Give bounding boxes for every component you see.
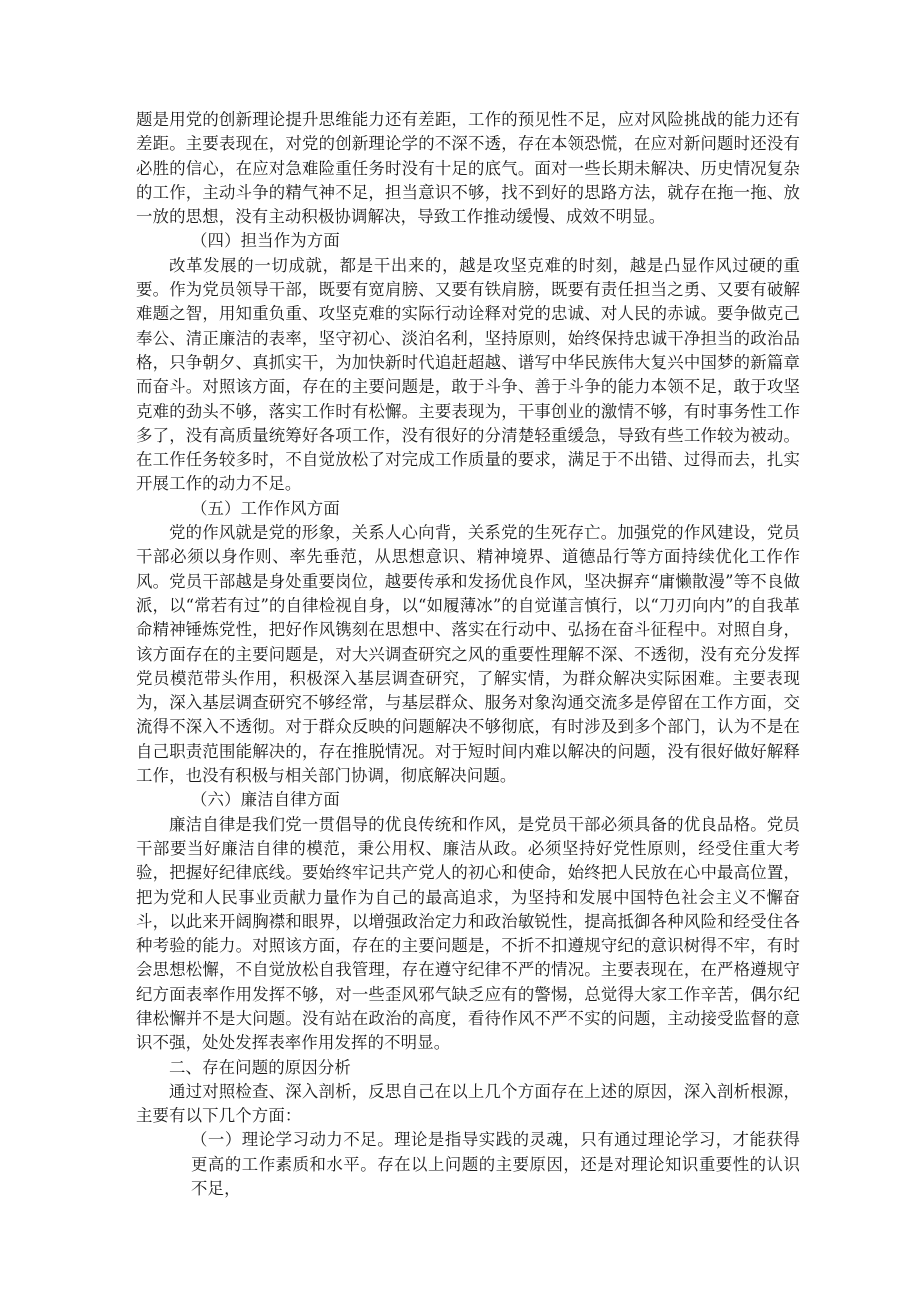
paragraph-section-6: 廉洁自律是我们党一贯倡导的优良传统和作风，是党员干部必须具备的优良品格。党员干部要当好廉洁自律的模范，秉公用权、廉洁从政。必须坚持好党性原则，经受住重大考验，把握好纪律底线。要始终牢记共产党人的初心和使命，始终把人民放在心中最高位置，把为党和人民事业贡献力量作为自己的最高追求，为坚持和发展中国特色社会主义不懈奋斗，以此来开阔胸襟和眼界，以增强政治定力和政治敏锐性，提高抵御各种风险和经受住各种考验的能力。对照该方面，存在的主要问题是，不折不扣遵规守纪的意识树得不牢，有时会思想松懈，不自觉放松自我管理，存在遵守纪律不严的情况。主要表现在，在严格遵规守纪方面表率作用发挥不够，对一些歪风邪气缺乏应有的警惕，总觉得大家工作辛苦，偶尔纪律松懈并不是大问题。没有站在政治的高度，看待作风不严不实的问题，主动接受监督的意识不强，处处发挥表率作用发挥的不明显。 xyxy=(136,814,800,1053)
paragraph-section-5: 党的作风就是党的形象，关系人心向背，关系党的生死存亡。加强党的作风建设，党员干部必须以身作则、率先垂范，从思想意识、精神境界、道德品行等方面持续优化工作作风。党员干部越是身处重要岗位，越要传承和发扬优良作风，坚决摒弃“庸懒散漫”等不良做派，以“常若有过”的自律检视自身，以“如履薄冰”的自觉谨言慎行，以“刀刃向内”的自我革命精神锤炼党性，把好作风镌刻在思想中、落实在行动中、弘扬在奋斗征程中。对照自身，该方面存在的主要问题是，对大兴调查研究之风的重要性理解不深、不透彻，没有充分发挥党员模范带头作用，积极深入基层调查研究，了解实情，为群众解决实际困难。主要表现为，深入基层调查研究不够经常，与基层群众、服务对象沟通交流多是停留在工作方面，交流得不深入不透彻。对于群众反映的问题解决不够彻底，有时涉及到多个部门，认为不是在自己职责范围能解决的，存在推脱情况。对于短时间内难以解决的问题，没有很好做好解释工作，也没有积极与相关部门协调，彻底解决问题。 xyxy=(136,523,800,786)
paragraph-cause-intro: 通过对照检查、深入剖析，反思自己在以上几个方面存在上述的原因，深入剖析根源，主要有以下几个方面： xyxy=(136,1081,800,1126)
heading-section-4: （四）担当作为方面 xyxy=(191,231,340,251)
paragraph-cause-1: （一）理论学习动力不足。理论是指导实践的灵魂，只有通过理论学习，才能获得更高的工作素质和水平。存在以上问题的主要原因，还是对理论知识重要性的认识不足， xyxy=(191,1130,800,1199)
heading-part-2: 二、存在问题的原因分析 xyxy=(169,1057,351,1077)
document-page xyxy=(136,108,800,1201)
paragraph-section-4: 改革发展的一切成就，都是干出来的，越是攻坚克难的时刻，越是凸显作风过硬的重要。作为党员领导干部，既要有宽肩膀、又要有铁肩膀，既要有责任担当之勇、又要有破解难题之智，用知重负重、攻坚克难的实际行动诠释对党的忠诚、对人民的赤诚。要争做克己奉公、清正廉洁的表率，坚守初心、淡泊名利，坚持原则，始终保持忠诚干净担当的政治品格，只争朝夕、真抓实干，为加快新时代追赶超越、谱写中华民族伟大复兴中国梦的新篇章而奋斗。对照该方面，存在的主要问题是，敢于斗争、善于斗争的能力本领不足，敢于攻坚克难的劲头不够，落实工作时有松懈。主要表现为，干事创业的激情不够，有时事务性工作多了，没有高质量统筹好各项工作，没有很好的分清楚轻重缓急，导致有些工作较为被动。在工作任务较多时，不自觉放松了对完成工作质量的要求，满足于不出错、过得而去，扎实开展工作的动力不足。 xyxy=(136,255,800,494)
paragraph-continuation: 题是用党的创新理论提升思维能力还有差距，工作的预见性不足，应对风险挑战的能力还有差距。主要表现在，对党的创新理论学的不深不透，存在本领恐慌，在应对新问题时还没有必胜的信心，在应对急难险重任务时没有十足的底气。面对一些长期未解决、历史情况复杂的工作，主动斗争的精气神不足，担当意识不够，找不到好的思路方法，就存在拖一拖、放一放的思想，没有主动积极协调解决，导致工作推动缓慢、成效不明显。 xyxy=(136,110,800,227)
heading-section-5: （五）工作作风方面 xyxy=(191,498,340,518)
heading-section-6: （六）廉洁自律方面 xyxy=(191,790,340,810)
